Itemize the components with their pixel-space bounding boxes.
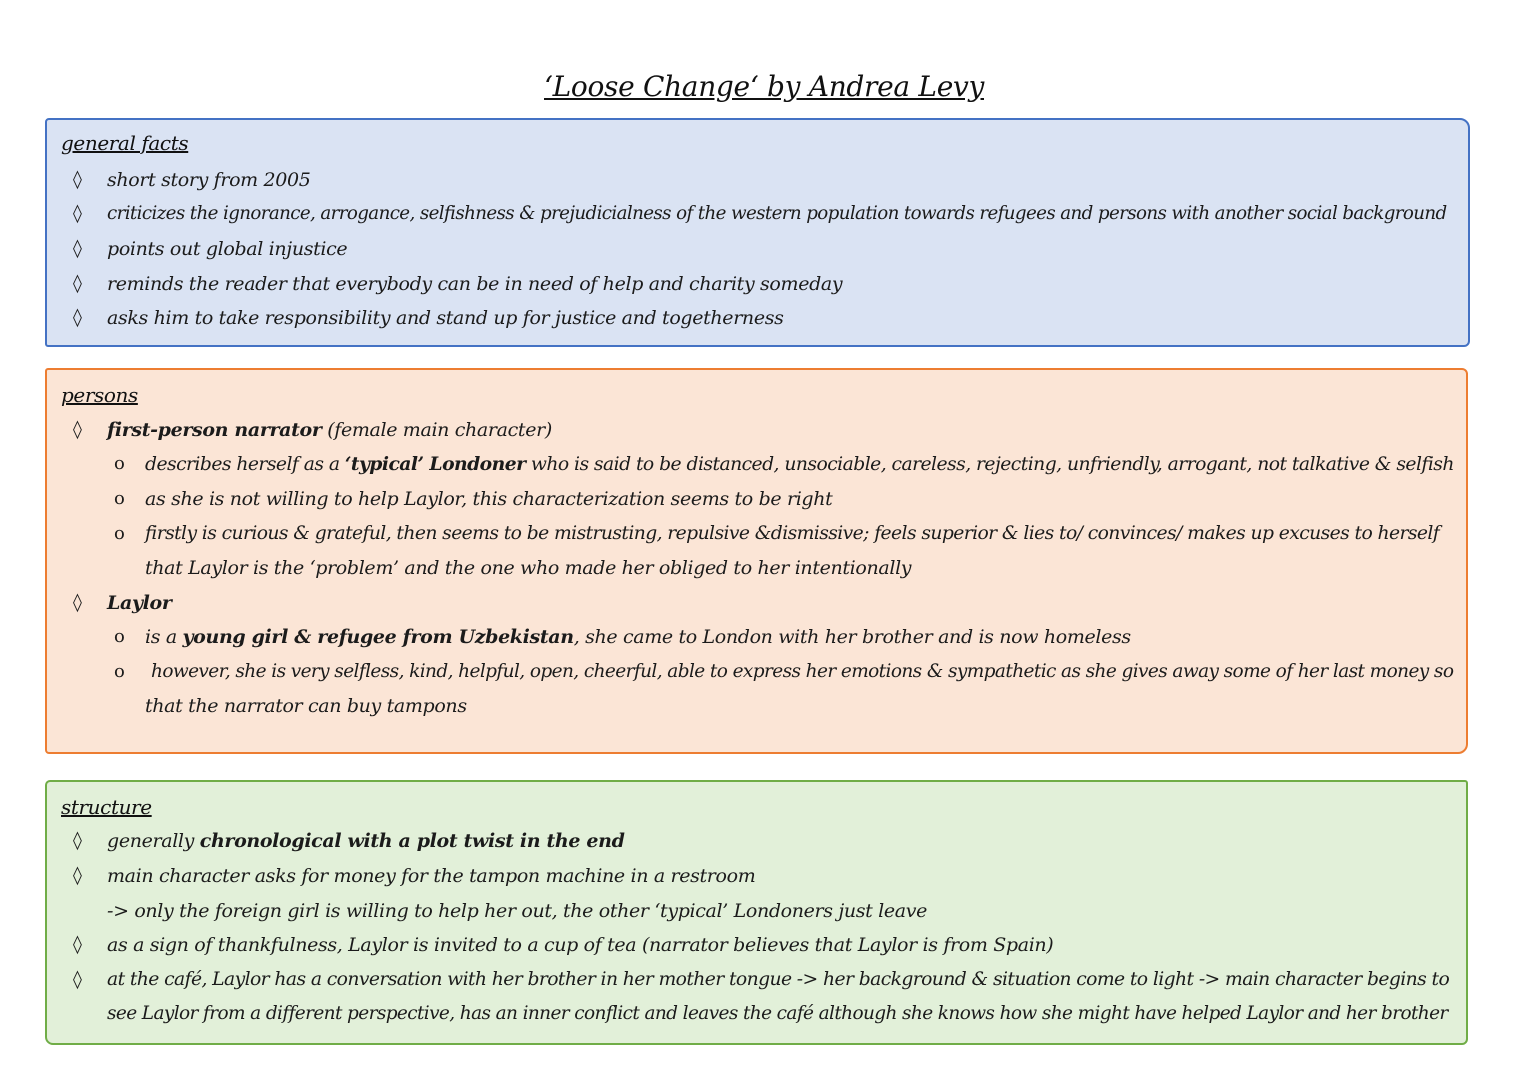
narrator-label: first-person narrator <box>107 419 322 441</box>
diamond-bullet-icon: ◊ <box>73 934 82 955</box>
diamond-bullet-icon: ◊ <box>73 238 82 259</box>
diamond-bullet-icon: ◊ <box>73 969 82 990</box>
diamond-bullet-icon: ◊ <box>73 307 82 328</box>
diamond-bullet-icon: ◊ <box>73 830 82 851</box>
narrator-sub-item <box>145 452 1454 477</box>
page-title: ‘Loose Change‘ by Andrea Levy <box>544 70 984 103</box>
narrator-sub-item: as she is not willing to help Laylor, this characterization seems to be right <box>145 488 833 510</box>
structure-item: at the café, Laylor has a conversation with her brother in her mother tongue -> her background & situation come to light -> main character begins to <box>107 969 1450 990</box>
persons-heading: persons <box>61 383 138 407</box>
structure-item-continued: -> only the foreign girl is willing to help her out, the other ‘typical’ Londoners just leave <box>107 900 928 922</box>
narrator-sub-bold: ‘typical’ Londoner <box>344 453 526 475</box>
laylor-item <box>107 591 172 615</box>
laylor-label: Laylor <box>107 592 172 614</box>
structure-item: as a sign of thankfulness, Laylor is invited to a cup of tea (narrator believes that Laylor is from Spain) <box>107 934 1054 956</box>
structure-bold: chronological with a plot twist in the end <box>199 830 625 852</box>
general-facts-section <box>45 118 1470 347</box>
laylor-sub-item-continued: that the narrator can buy tampons <box>145 695 467 717</box>
narrator-note: (female main character) <box>321 419 552 441</box>
laylor-sub-item <box>145 625 1131 649</box>
diamond-bullet-icon: ◊ <box>73 865 82 886</box>
structure-item-continued: see Laylor from a different perspective, has an inner conflict and leaves the café although she knows how she might have helped Laylor and her brother <box>107 1003 1448 1024</box>
laylor-sub-text: is a <box>145 626 183 648</box>
narrator-sub-item: firstly is curious & grateful, then seems to be mistrusting, repulsive &dismissive; feels superior & lies to/ convinces/ makes up excuses to herself <box>145 523 1440 544</box>
laylor-sub-item: however, she is very selfless, kind, helpful, open, cheerful, able to express her emotions & sympathetic as she gives away some of her last money so <box>151 661 1454 682</box>
general-fact-item: asks him to take responsibility and stand up for justice and togetherness <box>107 307 784 329</box>
narrator-sub-item-continued: that Laylor is the ‘problem’ and the one who made her obliged to her intentionally <box>145 557 912 579</box>
structure-item: main character asks for money for the tampon machine in a restroom <box>107 865 756 887</box>
diamond-bullet-icon: ◊ <box>73 592 82 613</box>
general-fact-item: reminds the reader that everybody can be in need of help and charity someday <box>107 273 843 295</box>
circle-bullet-icon: o <box>114 488 125 509</box>
diamond-bullet-icon: ◊ <box>73 203 82 224</box>
general-fact-item: points out global injustice <box>107 238 348 260</box>
general-fact-item: criticizes the ignorance, arrogance, selfishness & prejudicialness of the western population towards refugees and persons with another social background <box>107 203 1447 224</box>
laylor-sub-text: , she came to London with her brother and is now homeless <box>573 626 1131 648</box>
narrator-sub-text: describes herself as a <box>145 454 345 475</box>
general-fact-item: short story from 2005 <box>107 169 311 191</box>
circle-bullet-icon: o <box>114 626 125 647</box>
narrator-sub-text: who is said to be distanced, unsociable, careless, rejecting, unfriendly, arrogant, not talkative & selfish <box>525 454 1454 475</box>
circle-bullet-icon: o <box>114 453 125 474</box>
general-facts-heading: general facts <box>61 131 189 155</box>
diamond-bullet-icon: ◊ <box>73 169 82 190</box>
diamond-bullet-icon: ◊ <box>73 419 82 440</box>
laylor-sub-bold: young girl & refugee from Uzbekistan <box>182 626 574 648</box>
structure-text: generally <box>107 830 200 852</box>
structure-heading: structure <box>61 795 152 819</box>
narrator-item <box>107 418 552 442</box>
structure-section <box>45 780 1468 1045</box>
persons-section <box>45 368 1468 754</box>
diamond-bullet-icon: ◊ <box>73 273 82 294</box>
structure-item <box>107 829 625 853</box>
circle-bullet-icon: o <box>114 523 125 544</box>
circle-bullet-icon: o <box>114 661 125 682</box>
